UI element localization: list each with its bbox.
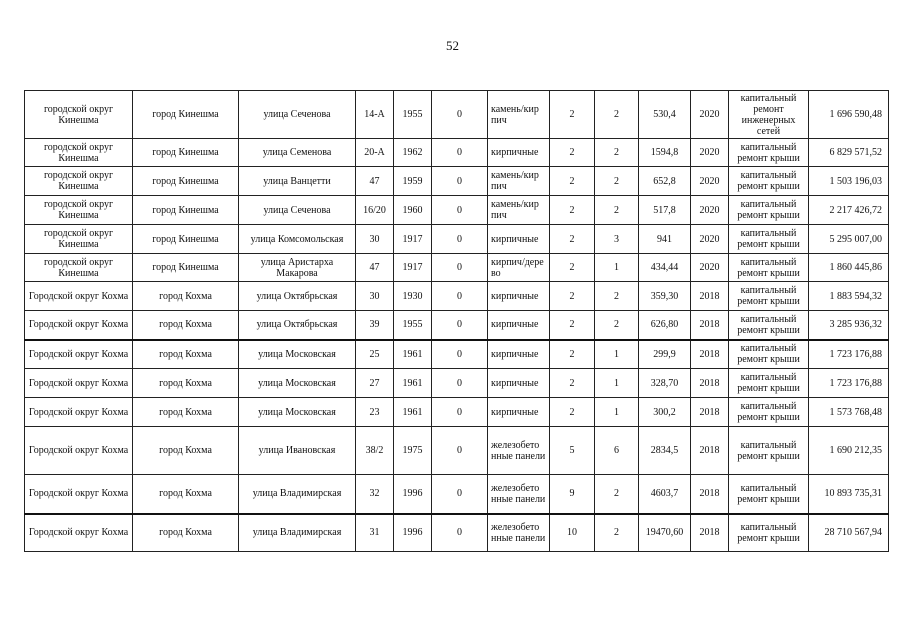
city-cell: город Кинешма (133, 139, 239, 167)
district-cell: Городской округ Кохма (25, 475, 133, 514)
entrances-cell: 3 (595, 225, 639, 254)
cost-cell: 2 217 426,72 (809, 196, 889, 225)
wall-material-cell: кирпичные (488, 369, 550, 398)
street-cell: улица Московская (239, 340, 356, 369)
wall-material-cell: кирпичные (488, 282, 550, 311)
district-cell: Городской округ Кохма (25, 369, 133, 398)
entrances-cell: 2 (595, 282, 639, 311)
entrances-cell: 1 (595, 398, 639, 427)
table-row (25, 139, 889, 167)
wall-material-cell: кирпичные (488, 311, 550, 340)
table-body (25, 91, 889, 552)
cost-cell: 1 503 196,03 (809, 167, 889, 196)
cost-cell: 1 883 594,32 (809, 282, 889, 311)
flag-cell: 0 (432, 514, 488, 552)
house-number-cell: 25 (356, 340, 394, 369)
table-row (25, 225, 889, 254)
table-row (25, 311, 889, 340)
cost-cell: 28 710 567,94 (809, 514, 889, 552)
city-cell: город Кохма (133, 475, 239, 514)
city-cell: город Кинешма (133, 167, 239, 196)
house-number-cell: 30 (356, 282, 394, 311)
table-row (25, 514, 889, 552)
plan-year-cell: 2020 (691, 167, 729, 196)
house-number-cell: 47 (356, 167, 394, 196)
build-year-cell: 1962 (394, 139, 432, 167)
flag-cell: 0 (432, 340, 488, 369)
plan-year-cell: 2020 (691, 196, 729, 225)
area-cell: 300,2 (639, 398, 691, 427)
entrances-cell: 2 (595, 91, 639, 139)
floors-cell: 2 (550, 91, 595, 139)
table-row (25, 427, 889, 475)
floors-cell: 2 (550, 311, 595, 340)
house-number-cell: 20-А (356, 139, 394, 167)
house-number-cell: 47 (356, 254, 394, 282)
floors-cell: 9 (550, 475, 595, 514)
district-cell: городской округ Кинешма (25, 139, 133, 167)
city-cell: город Кохма (133, 427, 239, 475)
district-cell: Городской округ Кохма (25, 311, 133, 340)
house-number-cell: 39 (356, 311, 394, 340)
plan-year-cell: 2018 (691, 398, 729, 427)
housing-repair-table (24, 90, 889, 552)
entrances-cell: 2 (595, 139, 639, 167)
street-cell: улица Ивановская (239, 427, 356, 475)
house-number-cell: 38/2 (356, 427, 394, 475)
district-cell: Городской округ Кохма (25, 398, 133, 427)
wall-material-cell: кирпичные (488, 398, 550, 427)
build-year-cell: 1930 (394, 282, 432, 311)
area-cell: 530,4 (639, 91, 691, 139)
table-row (25, 196, 889, 225)
plan-year-cell: 2018 (691, 514, 729, 552)
city-cell: город Кохма (133, 311, 239, 340)
build-year-cell: 1917 (394, 225, 432, 254)
cost-cell: 1 860 445,86 (809, 254, 889, 282)
page-number: 52 (446, 38, 459, 53)
district-cell: городской округ Кинешма (25, 196, 133, 225)
entrances-cell: 2 (595, 167, 639, 196)
table-row (25, 369, 889, 398)
area-cell: 328,70 (639, 369, 691, 398)
plan-year-cell: 2018 (691, 340, 729, 369)
wall-material-cell: железобето нные панели (488, 475, 550, 514)
street-cell: улица Владимирская (239, 514, 356, 552)
flag-cell: 0 (432, 139, 488, 167)
floors-cell: 2 (550, 369, 595, 398)
floors-cell: 2 (550, 225, 595, 254)
flag-cell: 0 (432, 225, 488, 254)
city-cell: город Кохма (133, 514, 239, 552)
work-type-cell: капитальный ремонт крыши (729, 196, 809, 225)
wall-material-cell: кирпичные (488, 139, 550, 167)
area-cell: 19470,60 (639, 514, 691, 552)
work-type-cell: капитальный ремонт крыши (729, 282, 809, 311)
district-cell: городской округ Кинешма (25, 91, 133, 139)
cost-cell: 10 893 735,31 (809, 475, 889, 514)
entrances-cell: 2 (595, 311, 639, 340)
wall-material-cell: кирпичные (488, 225, 550, 254)
cost-cell: 1 690 212,35 (809, 427, 889, 475)
city-cell: город Кинешма (133, 91, 239, 139)
cost-cell: 1 723 176,88 (809, 369, 889, 398)
plan-year-cell: 2020 (691, 254, 729, 282)
plan-year-cell: 2020 (691, 139, 729, 167)
street-cell: улица Сеченова (239, 91, 356, 139)
floors-cell: 2 (550, 340, 595, 369)
floors-cell: 2 (550, 167, 595, 196)
house-number-cell: 27 (356, 369, 394, 398)
floors-cell: 10 (550, 514, 595, 552)
work-type-cell: капитальный ремонт крыши (729, 167, 809, 196)
street-cell: улица Сеченова (239, 196, 356, 225)
plan-year-cell: 2018 (691, 427, 729, 475)
flag-cell: 0 (432, 196, 488, 225)
table-row (25, 167, 889, 196)
entrances-cell: 2 (595, 514, 639, 552)
plan-year-cell: 2020 (691, 225, 729, 254)
district-cell: городской округ Кинешма (25, 167, 133, 196)
area-cell: 1594,8 (639, 139, 691, 167)
district-cell: городской округ Кинешма (25, 254, 133, 282)
flag-cell: 0 (432, 475, 488, 514)
cost-cell: 3 285 936,32 (809, 311, 889, 340)
table-row (25, 475, 889, 514)
table-row (25, 91, 889, 139)
street-cell: улица Октябрьская (239, 282, 356, 311)
table-row (25, 282, 889, 311)
city-cell: город Кохма (133, 398, 239, 427)
plan-year-cell: 2020 (691, 91, 729, 139)
cost-cell: 1 696 590,48 (809, 91, 889, 139)
build-year-cell: 1996 (394, 514, 432, 552)
work-type-cell: капитальный ремонт крыши (729, 340, 809, 369)
street-cell: улица Московская (239, 398, 356, 427)
floors-cell: 2 (550, 139, 595, 167)
wall-material-cell: камень/кир пич (488, 196, 550, 225)
work-type-cell: капитальный ремонт крыши (729, 311, 809, 340)
work-type-cell: капитальный ремонт крыши (729, 514, 809, 552)
street-cell: улица Комсомольская (239, 225, 356, 254)
city-cell: город Кинешма (133, 196, 239, 225)
street-cell: улица Аристарха Макарова (239, 254, 356, 282)
work-type-cell: капитальный ремонт крыши (729, 139, 809, 167)
city-cell: город Кохма (133, 282, 239, 311)
table-row (25, 254, 889, 282)
flag-cell: 0 (432, 311, 488, 340)
build-year-cell: 1955 (394, 311, 432, 340)
flag-cell: 0 (432, 282, 488, 311)
table-row (25, 398, 889, 427)
entrances-cell: 2 (595, 475, 639, 514)
work-type-cell: капитальный ремонт крыши (729, 427, 809, 475)
area-cell: 517,8 (639, 196, 691, 225)
build-year-cell: 1961 (394, 340, 432, 369)
entrances-cell: 1 (595, 254, 639, 282)
area-cell: 434,44 (639, 254, 691, 282)
floors-cell: 2 (550, 196, 595, 225)
floors-cell: 2 (550, 282, 595, 311)
work-type-cell: капитальный ремонт крыши (729, 398, 809, 427)
build-year-cell: 1959 (394, 167, 432, 196)
work-type-cell: капитальный ремонт крыши (729, 254, 809, 282)
area-cell: 4603,7 (639, 475, 691, 514)
floors-cell: 2 (550, 398, 595, 427)
floors-cell: 2 (550, 254, 595, 282)
street-cell: улица Ванцетти (239, 167, 356, 196)
district-cell: Городской округ Кохма (25, 282, 133, 311)
plan-year-cell: 2018 (691, 369, 729, 398)
cost-cell: 1 573 768,48 (809, 398, 889, 427)
cost-cell: 6 829 571,52 (809, 139, 889, 167)
work-type-cell: капитальный ремонт крыши (729, 225, 809, 254)
house-number-cell: 32 (356, 475, 394, 514)
city-cell: город Кинешма (133, 254, 239, 282)
area-cell: 2834,5 (639, 427, 691, 475)
build-year-cell: 1955 (394, 91, 432, 139)
wall-material-cell: железобето нные панели (488, 514, 550, 552)
work-type-cell: капитальный ремонт крыши (729, 475, 809, 514)
area-cell: 941 (639, 225, 691, 254)
street-cell: улица Московская (239, 369, 356, 398)
build-year-cell: 1975 (394, 427, 432, 475)
flag-cell: 0 (432, 369, 488, 398)
wall-material-cell: кирпич/дере во (488, 254, 550, 282)
entrances-cell: 1 (595, 340, 639, 369)
city-cell: город Кинешма (133, 225, 239, 254)
entrances-cell: 1 (595, 369, 639, 398)
city-cell: город Кохма (133, 369, 239, 398)
house-number-cell: 31 (356, 514, 394, 552)
house-number-cell: 30 (356, 225, 394, 254)
table-row (25, 340, 889, 369)
flag-cell: 0 (432, 167, 488, 196)
district-cell: Городской округ Кохма (25, 340, 133, 369)
street-cell: улица Октябрьская (239, 311, 356, 340)
work-type-cell: капитальный ремонт крыши (729, 369, 809, 398)
street-cell: улица Владимирская (239, 475, 356, 514)
wall-material-cell: железобето нные панели (488, 427, 550, 475)
cost-cell: 5 295 007,00 (809, 225, 889, 254)
build-year-cell: 1961 (394, 369, 432, 398)
flag-cell: 0 (432, 398, 488, 427)
house-number-cell: 16/20 (356, 196, 394, 225)
build-year-cell: 1960 (394, 196, 432, 225)
flag-cell: 0 (432, 91, 488, 139)
plan-year-cell: 2018 (691, 475, 729, 514)
plan-year-cell: 2018 (691, 282, 729, 311)
house-number-cell: 23 (356, 398, 394, 427)
floors-cell: 5 (550, 427, 595, 475)
area-cell: 359,30 (639, 282, 691, 311)
area-cell: 652,8 (639, 167, 691, 196)
flag-cell: 0 (432, 427, 488, 475)
cost-cell: 1 723 176,88 (809, 340, 889, 369)
district-cell: Городской округ Кохма (25, 427, 133, 475)
house-number-cell: 14-А (356, 91, 394, 139)
wall-material-cell: камень/кир пич (488, 167, 550, 196)
wall-material-cell: камень/кир пич (488, 91, 550, 139)
district-cell: Городской округ Кохма (25, 514, 133, 552)
area-cell: 626,80 (639, 311, 691, 340)
build-year-cell: 1961 (394, 398, 432, 427)
area-cell: 299,9 (639, 340, 691, 369)
entrances-cell: 2 (595, 196, 639, 225)
entrances-cell: 6 (595, 427, 639, 475)
city-cell: город Кохма (133, 340, 239, 369)
street-cell: улица Семенова (239, 139, 356, 167)
build-year-cell: 1917 (394, 254, 432, 282)
work-type-cell: капитальный ремонт инженерных сетей (729, 91, 809, 139)
build-year-cell: 1996 (394, 475, 432, 514)
flag-cell: 0 (432, 254, 488, 282)
wall-material-cell: кирпичные (488, 340, 550, 369)
plan-year-cell: 2018 (691, 311, 729, 340)
district-cell: городской округ Кинешма (25, 225, 133, 254)
